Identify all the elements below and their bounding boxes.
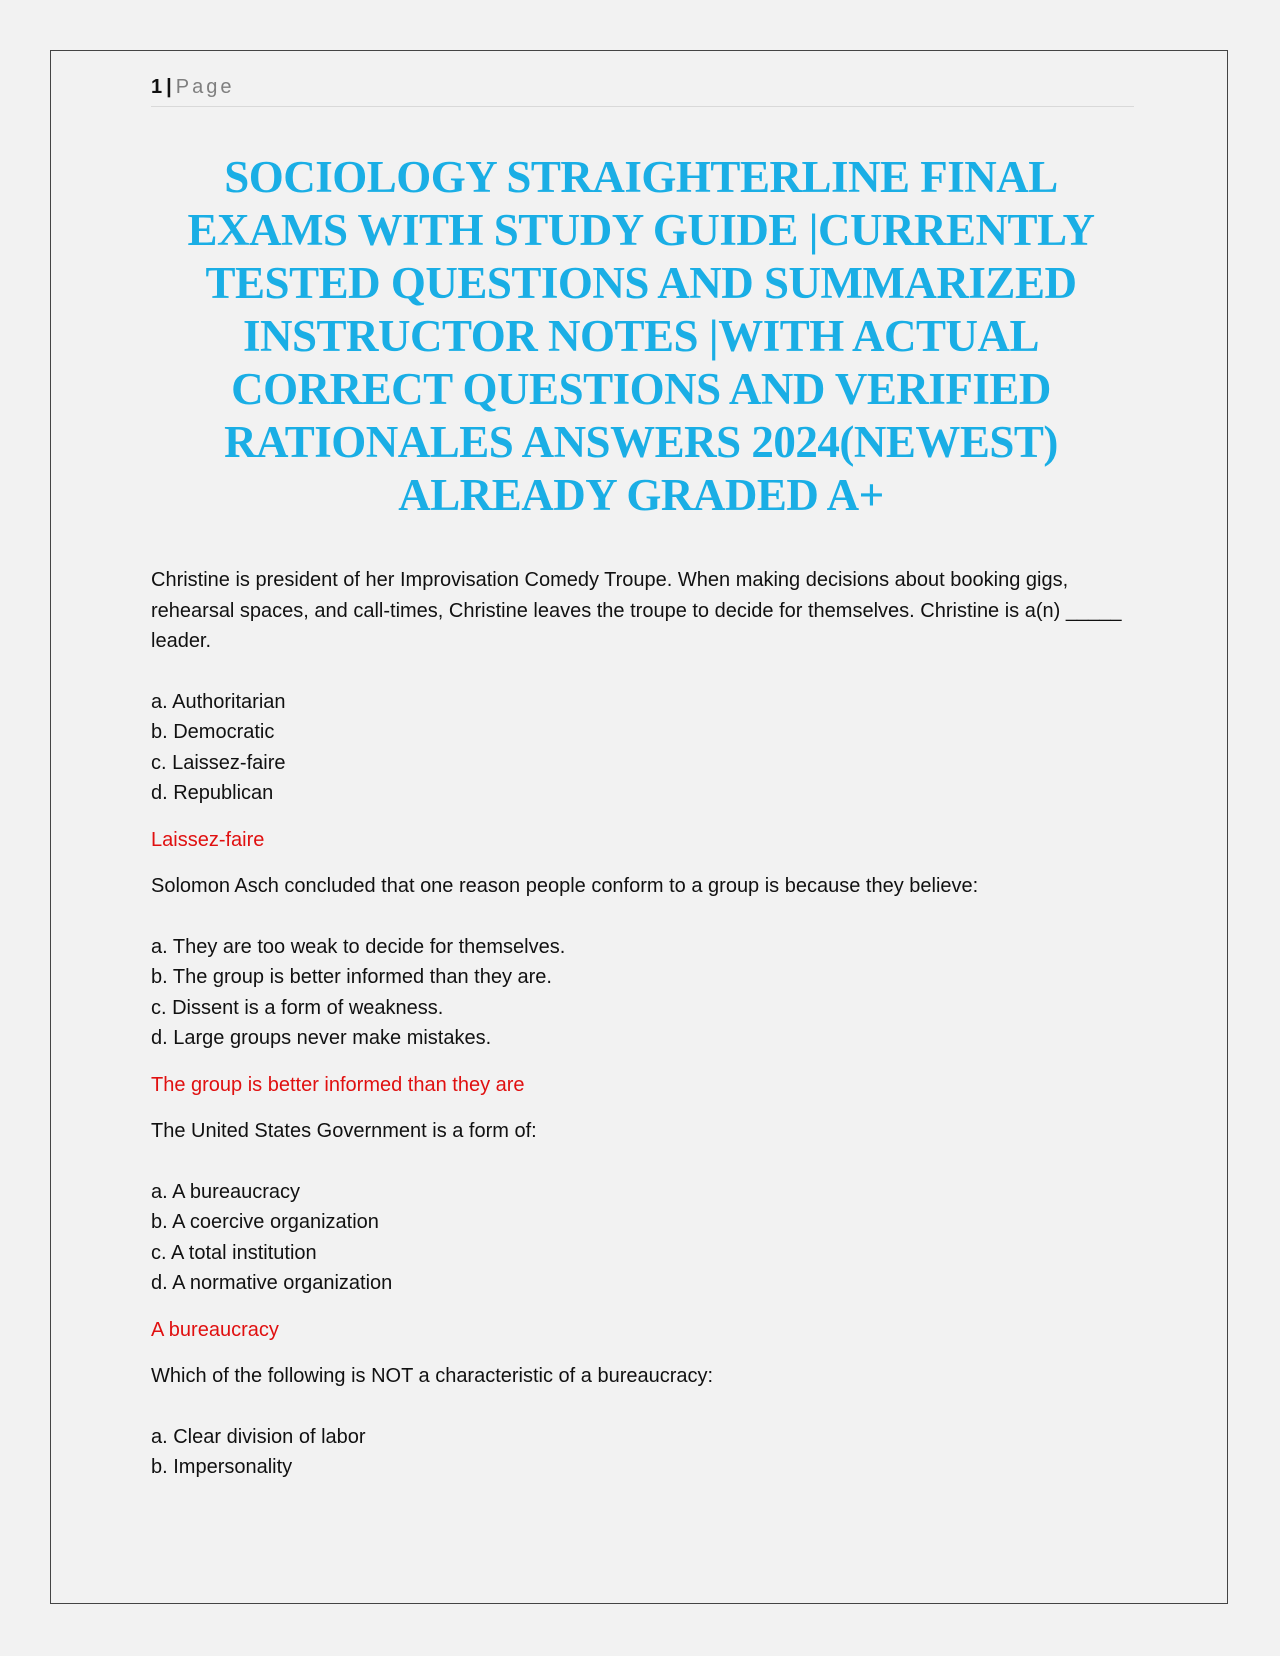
header-separator: | bbox=[166, 76, 172, 98]
document-body bbox=[151, 565, 1151, 1483]
option-list bbox=[151, 1422, 1151, 1483]
page-word: Page bbox=[175, 76, 235, 98]
option-list bbox=[151, 1177, 1151, 1299]
answer-text: Laissez-faire bbox=[151, 828, 265, 851]
option-item: b. Democratic bbox=[151, 721, 275, 743]
question-text: The United States Government is a form of: bbox=[151, 1120, 537, 1142]
option-item: d. Large groups never make mistakes. bbox=[151, 1027, 492, 1049]
option-item: d. A normative organization bbox=[151, 1272, 393, 1294]
question-block bbox=[151, 1116, 1151, 1345]
option-list bbox=[151, 932, 1151, 1054]
answer-text: The group is better informed than they are bbox=[151, 1073, 525, 1096]
page-number: 1 bbox=[151, 76, 163, 98]
question-text: Christine is president of her Improvisation Comedy Troupe. When making decisions about booking gigs, rehearsal spaces, and call-times, Christine leaves the troupe to decide for themselves. Christine is a(n) _____ leader. bbox=[151, 569, 1122, 652]
page-header bbox=[151, 76, 1134, 107]
option-item: d. Republican bbox=[151, 782, 274, 804]
document-page bbox=[50, 50, 1228, 1604]
option-item: c. Dissent is a form of weakness. bbox=[151, 996, 444, 1019]
answer-text: A bureaucracy bbox=[151, 1318, 279, 1341]
option-item: a. They are too weak to decide for themselves. bbox=[151, 935, 566, 958]
document-title: SOCIOLOGY STRAIGHTERLINE FINAL EXAMS WITH STUDY GUIDE |CURRENTLY TESTED QUESTIONS AND SUMMARIZED INSTRUCTOR NOTES |WITH ACTUAL CORRECT QUESTIONS AND VERIFIED RATIONALES ANSWERS 2024(NEWEST) ALREADY GRADED A+ bbox=[187, 152, 1095, 520]
option-item: b. Impersonality bbox=[151, 1456, 293, 1478]
option-item: a. A bureaucracy bbox=[151, 1180, 300, 1203]
option-item: a. Clear division of labor bbox=[151, 1425, 366, 1448]
question-block bbox=[151, 871, 1151, 1100]
option-item: b. The group is better informed than they are. bbox=[151, 966, 552, 988]
option-item: b. A coercive organization bbox=[151, 1211, 379, 1233]
question-block bbox=[151, 1361, 1151, 1483]
question-text: Solomon Asch concluded that one reason people conform to a group is because they believe: bbox=[151, 875, 979, 897]
question-block bbox=[151, 565, 1151, 855]
option-list bbox=[151, 687, 1151, 809]
option-item: a. Authoritarian bbox=[151, 690, 286, 713]
option-item: c. Laissez-faire bbox=[151, 751, 286, 774]
option-item: c. A total institution bbox=[151, 1241, 317, 1264]
question-text: Which of the following is NOT a characteristic of a bureaucracy: bbox=[151, 1365, 714, 1387]
